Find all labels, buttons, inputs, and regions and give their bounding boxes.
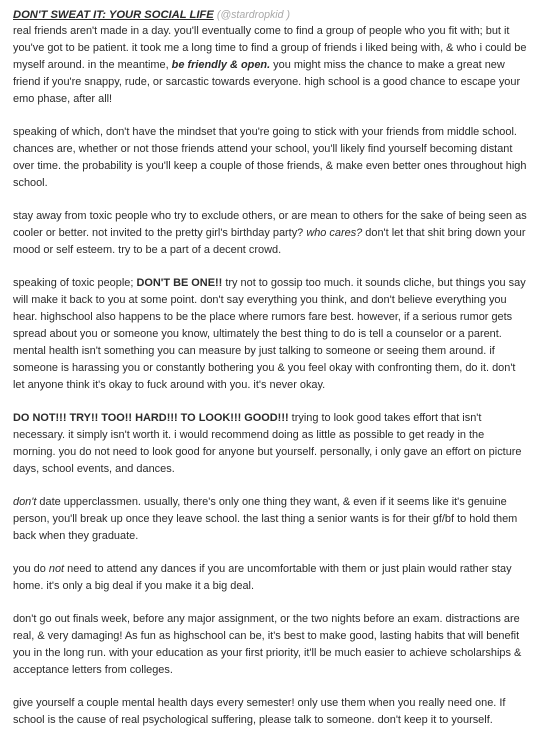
emphasis-text: who cares? (306, 227, 363, 239)
header (13, 8, 529, 23)
paragraph-text: speaking of which, don't have the mindset that you're going to stick with your friends from middle school. chances are, whether or not those friends attend your school, you'll likely find yourself becoming distant over time. the probability is you'll keep a couple of those friends, & make even better ones throughout high school. (13, 126, 527, 189)
paragraph-looking-good (13, 410, 529, 478)
paragraph-text: give yourself a couple mental health days every semester! only use them when you really need one. If school is the cause of real psychological suffering, please talk to someone. don't keep it to yourself. (13, 697, 506, 726)
paragraph-text: you might miss the chance to make a great new friend if you're snappy, rude, or sarcastic towards everyone. high school is a good chance to escape your emo phase, after all! (13, 59, 521, 105)
paragraph-mental-health-days (13, 695, 529, 729)
emphasis-text: don't (13, 496, 37, 508)
paragraph-dont-be-one (13, 275, 529, 394)
paragraph-text: real friends aren't made in a day. you'll eventually come to find a group of people who you fit with; but it you've got to be patient. it took me a long time to find a group of friends i liked being with, & who i could be myself around. in the meantime, (13, 25, 527, 71)
paragraph-text: you do (13, 563, 49, 575)
paragraph-middle-school-friends (13, 124, 529, 192)
emphasis-text: DON'T BE ONE!! (136, 277, 223, 289)
paragraph-dances (13, 561, 529, 595)
article-title: DON'T SWEAT IT: YOUR SOCIAL LIFE (13, 9, 214, 21)
paragraph-text: speaking of toxic people; (13, 277, 137, 289)
paragraph-making-friends (13, 23, 529, 108)
paragraph-text: stay away from toxic people who try to exclude others, or are mean to others for the sake of being seen as cooler or better. not invited to the pretty girl's birthday party? (13, 210, 527, 239)
paragraph-text: don't let that shit bring down your mood or self esteem. try to be a part of a decent crowd. (13, 227, 526, 256)
paragraph-text: date upperclassmen. usually, there's only one thing they want, & even if it seems like it's genuine person, you'll break up once they leave school. the last thing a senior wants is for their gf/bf to hold them back when they graduate. (13, 496, 518, 542)
paragraph-upperclassmen (13, 494, 529, 545)
paragraph-text: need to attend any dances if you are uncomfortable with them or just plain would rather stay home. it's only a big deal if you make it a big deal. (13, 563, 512, 592)
paragraph-text: try not to gossip too much. it sounds cliche, but things you say will make it back to you at some point. don't say everything you think, and don't believe everything you hear. highschool also happens to be the place where rumors fare best. however, if a serious rumor gets spread about you or someone you know, ultimately the best thing to do is tell a counselor or a parent. mental health isn't something you can measure by just talking to someone or seeing them around. if someone is harassing you or constantly bothering you & you feel okay with confronting them, do it. don't let anyone think it's okay to fuck around with you. it's never okay. (13, 277, 526, 391)
paragraph-text: trying to look good takes effort that isn't necessary. it simply isn't worth it. i would recommend doing as little as possible to get ready in the morning. you do not need to look good for anyone but yourself. personally, i only gave an effort on picture days, school events, and dances. (13, 412, 522, 475)
paragraph-toxic-people (13, 208, 529, 259)
emphasis-text: DO NOT!!! TRY!! TOO!! HARD!!! TO LOOK!!! GOOD!!! (13, 412, 289, 424)
paragraph-text: don't go out finals week, before any major assignment, or the two nights before an exam. distractions are real, & very damaging! As fun as highschool can be, it's best to make good, lasting habits that will benefit you in the long run. with your education as your first priority, it'll be much easier to achieve scholarships & acceptance letters from colleges. (13, 613, 522, 676)
emphasis-text: not (48, 563, 65, 575)
author-handle: (@stardropkid ) (216, 9, 290, 21)
emphasis-text: be friendly & open. (171, 59, 271, 71)
paragraph-finals-week (13, 611, 529, 679)
